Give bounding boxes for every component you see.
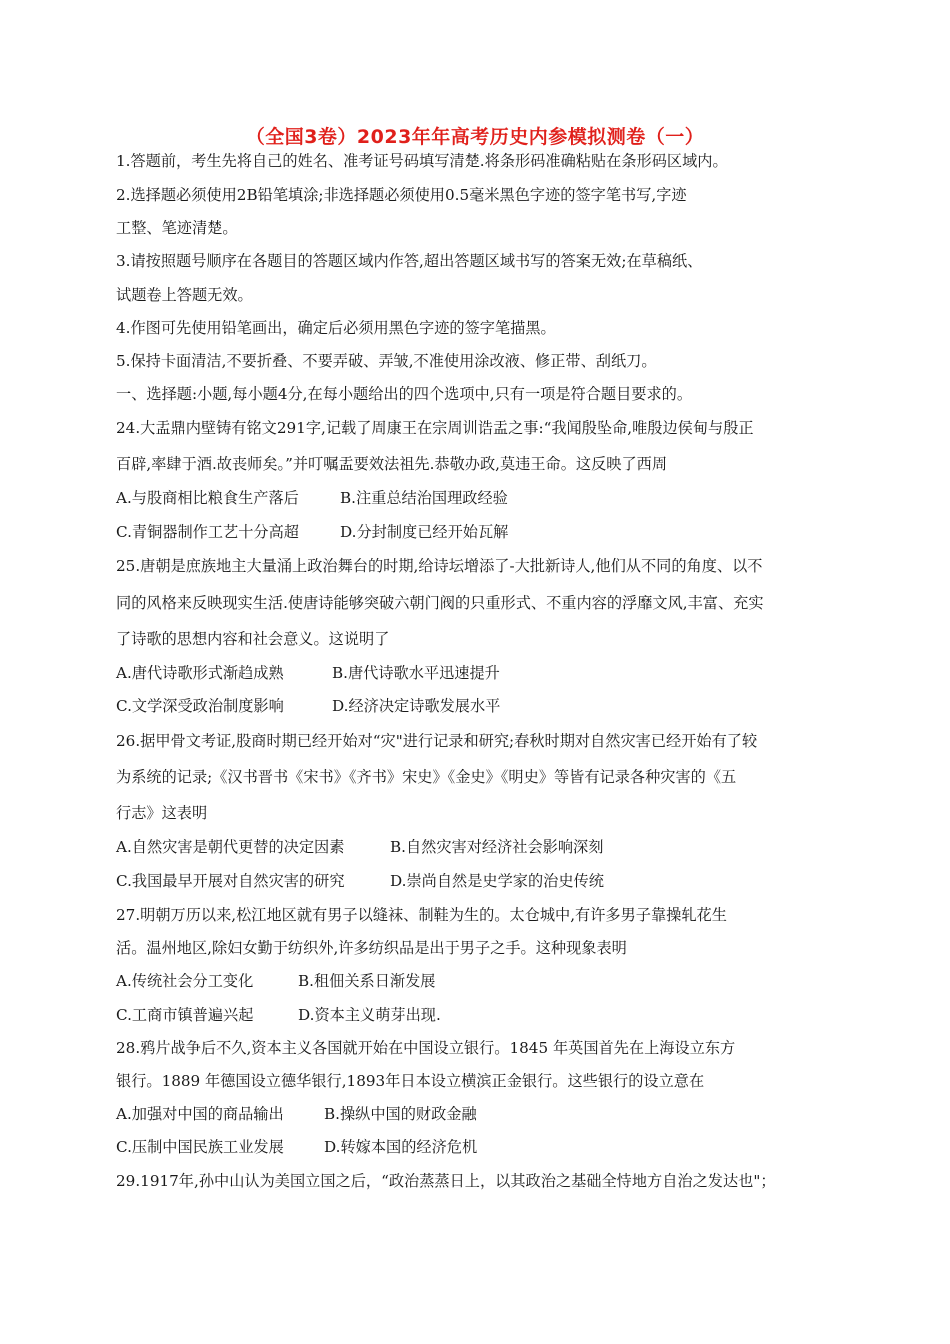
question-option-row <box>116 696 501 716</box>
question-stem-line: 行志》这表明 <box>116 804 208 822</box>
option-b: B.自然灾害对经济社会影响深刻 <box>390 838 604 856</box>
option-c: C.青铜器制作工艺十分高超 <box>116 523 299 541</box>
question-stem-line: 活。温州地区,除妇女勤于纺织外,许多纺织品是出于男子之手。这种现象表明 <box>116 939 627 957</box>
question-stem-line: 24.大盂鼎内壁铸有铭文291字,记载了周康王在宗周训诰盂之事:“我闻殷坠命,唯殷边侯甸与殷正 <box>116 419 754 437</box>
question-stem-line: 27.明朝万历以来,松江地区就有男子以缝袜、制鞋为生的。太仓城中,有许多男子靠操轧花生 <box>116 906 727 924</box>
question-stem-line: 25.唐朝是庶族地主大量涌上政治舞台的时期,给诗坛增添了-大批新诗人,他们从不同的角度、以不 <box>116 557 763 575</box>
question-option-row <box>116 522 509 542</box>
instruction-line: 5.保持卡面清洁,不要折叠、不要弄破、弄皱,不准使用涂改液、修正带、刮纸刀。 <box>116 352 657 370</box>
instruction-line: 2.选择题必须使用2B铅笔填涂;非选择题必须使用0.5毫米黑色字迹的签字笔书写,字迹 <box>116 186 687 204</box>
section-heading: 一、选择题:小题,每小题4分,在每小题给出的四个选项中,只有一项是符合题目要求的。 <box>116 385 693 403</box>
question-stem-line: 28.鸦片战争后不久,资本主义各国就开始在中国设立银行。1845 年英国首先在上海设立东方 <box>116 1039 736 1057</box>
option-d: D.崇尚自然是史学家的治史传统 <box>390 872 604 890</box>
question-option-row <box>116 1104 477 1124</box>
question-stem-line: 银行。1889 年德国设立德华银行,1893年日本设立横滨正金银行。这些银行的设立意在 <box>116 1072 705 1090</box>
option-a: A.传统社会分工变化 <box>116 972 254 990</box>
question-option-row <box>116 663 500 683</box>
question-option-row <box>116 837 604 857</box>
option-c: C.我国最早开展对自然灾害的研究 <box>116 872 345 890</box>
question-option-row <box>116 1005 441 1025</box>
option-b: B.租佃关系日渐发展 <box>298 972 436 990</box>
option-d: D.分封制度已经开始瓦解 <box>340 523 509 541</box>
question-option-row <box>116 871 604 891</box>
option-a: A.加强对中国的商品输出 <box>116 1105 284 1123</box>
option-d: D.资本主义萌芽出现. <box>298 1006 441 1024</box>
question-stem-line: 百辟,率肆于酒.故丧师矣。”并叮嘱盂要效法祖先.恭敬办政,莫违王命。这反映了西周 <box>116 455 668 473</box>
option-d: D.转嫁本国的经济危机 <box>324 1138 478 1156</box>
question-stem-line: 29.1917年,孙中山认为美国立国之后，“政治蒸蒸日上，以其政治之基础全恃地方自治之发达也"； <box>116 1172 776 1190</box>
option-b: B.操纵中国的财政金融 <box>324 1105 477 1123</box>
option-b: B.唐代诗歌水平迅速提升 <box>332 664 500 682</box>
question-stem-line: 26.据甲骨文考证,股商时期已经开始对“灾"进行记录和研究;春秋时期对自然灾害已经开始有了较 <box>116 732 758 750</box>
option-c: C.压制中国民族工业发展 <box>116 1138 284 1156</box>
question-stem-line: 了诗歌的思想内容和社会意义。这说明了 <box>116 630 390 648</box>
option-c: C.文学深受政治制度影响 <box>116 697 284 715</box>
option-a: A.与股商相比粮食生产落后 <box>116 489 299 507</box>
question-option-row <box>116 1137 478 1157</box>
question-stem-line: 为系统的记录;《汉书晋书《宋书》《齐书》宋史》《金史》《明史》等皆有记录各种灾害的《五 <box>116 768 737 786</box>
question-option-row <box>116 971 436 991</box>
instruction-line: 4.作图可先使用铅笔画出，确定后必须用黑色字迹的签字笔描黑。 <box>116 319 556 337</box>
option-d: D.经济决定诗歌发展水平 <box>332 697 501 715</box>
option-b: B.注重总结治国理政经验 <box>340 489 508 507</box>
instruction-line: 试题卷上答题无效。 <box>116 286 253 304</box>
question-stem-line: 同的风格来反映现实生活.使唐诗能够突破六朝门阀的只重形式、不重内容的浮靡文风,丰富、充实 <box>116 594 764 612</box>
option-a: A.唐代诗歌形式渐趋成熟 <box>116 664 284 682</box>
option-c: C.工商市镇普遍兴起 <box>116 1006 254 1024</box>
exam-title: （全国3卷）2023年年高考历史内参模拟测卷（一） <box>245 126 705 148</box>
instruction-line: 工整、笔迹清楚。 <box>116 219 238 237</box>
option-a: A.自然灾害是朝代更替的决定因素 <box>116 838 345 856</box>
question-option-row <box>116 488 508 508</box>
instruction-line: 3.请按照题号顺序在各题目的答题区域内作答,超出答题区域书写的答案无效;在草稿纸、 <box>116 252 703 270</box>
instruction-line: 1.答题前，考生先将自己的姓名、准考证号码填写清楚.将条形码准确粘贴在条形码区域内。 <box>116 152 728 170</box>
